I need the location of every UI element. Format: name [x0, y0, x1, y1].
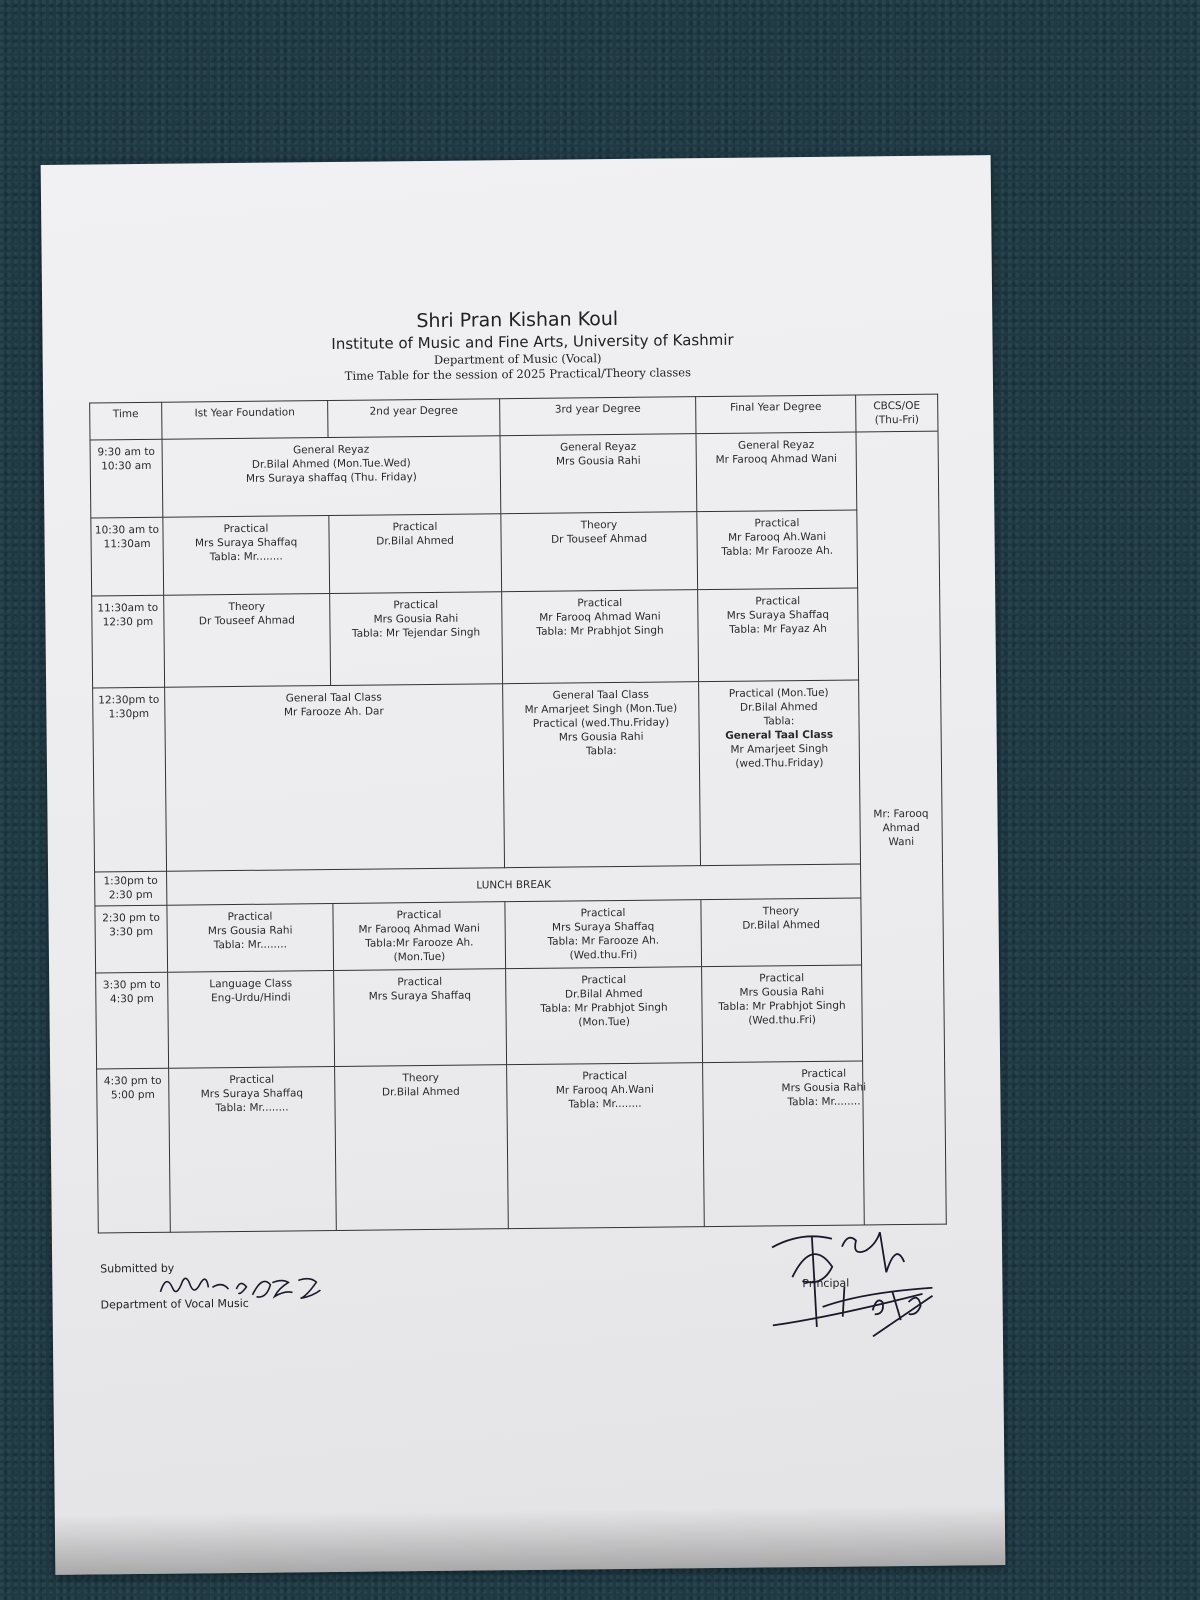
time-cell: 10:30 am to 11:30am: [91, 517, 164, 596]
submitter-signature: [152, 1260, 342, 1308]
schedule-cell: [698, 588, 859, 682]
cell-line: Tabla:: [763, 715, 795, 728]
schedule-cell: [702, 965, 863, 1063]
cell-line: (Wed.thu.Fri): [748, 1013, 817, 1027]
cell-line: General Taal Class: [552, 688, 649, 702]
principal-label: Principal: [802, 1276, 850, 1291]
cell-line: Practical: [754, 517, 800, 530]
cell-line: Eng-Urdu/Hindi: [211, 991, 291, 1005]
schedule-cell: [330, 592, 503, 686]
cell-line: Practical: [392, 520, 438, 534]
schedule-cell: [502, 590, 699, 684]
cell-line: Tabla: Mr........: [209, 550, 283, 564]
cell-line: Practical (Mon.Tue): [728, 686, 829, 700]
schedule-cell: [500, 434, 697, 514]
cell-line: Practical: [223, 522, 269, 536]
schedule-cell: [506, 967, 703, 1065]
cell-line: Practical: [397, 975, 443, 989]
institution-name: Shri Pran Kishan Koul: [416, 307, 619, 333]
time-cell: 1:30pm to 2:30 pm: [95, 871, 167, 906]
cell-line: Practical: [755, 595, 801, 608]
department-title: Department of Music (Vocal): [433, 351, 602, 367]
schedule-cell: [501, 512, 698, 592]
schedule-cell: [168, 970, 335, 1068]
cell-line: Mr Farooq Ah.Wani: [555, 1083, 654, 1097]
cell-line: Ahmad: [882, 821, 920, 835]
cell-line: Mr Farooze Ah. Dar: [283, 705, 384, 719]
cell-line: Mrs Suraya Shaffaq: [368, 989, 472, 1003]
time-cell: 9:30 am to 10:30 am: [90, 439, 163, 518]
cell-line: Practical: [580, 906, 626, 920]
schedule-cell: [703, 1060, 947, 1227]
cell-line: Practical: [227, 910, 273, 924]
document-header: [42, 303, 993, 387]
cell-line: Tabla: Mr........: [568, 1097, 642, 1111]
time-cell: 4:30 pm to 5:00 pm: [97, 1068, 171, 1233]
column-header: Time: [90, 402, 162, 440]
cell-line: Tabla: Mr Farooze Ah.: [547, 934, 660, 948]
time-cell: 3:30 pm to 4:30 pm: [96, 972, 169, 1069]
cell-line: Wani: [888, 835, 915, 849]
cell-line: Mrs Gousia Rahi: [555, 454, 641, 468]
cell-line: Tabla: Mr Tejendar Singh: [351, 626, 481, 640]
schedule-cell: [162, 436, 501, 518]
cell-line: Practical (wed.Thu.Friday): [532, 716, 670, 730]
cell-line: Tabla: Mr........: [215, 1101, 289, 1115]
cell-line: Language Class: [209, 977, 293, 991]
cell-line: Theory: [228, 600, 266, 614]
submitted-by-label: Submitted by: [100, 1261, 175, 1276]
cell-line: Tabla:Mr Farooze Ah.: [365, 936, 474, 950]
time-cell: 12:30pm to 1:30pm: [93, 687, 167, 872]
column-header: 2nd year Degree: [328, 399, 500, 438]
timetable-sheet: [41, 155, 1006, 1575]
department-label: Department of Vocal Music: [100, 1296, 249, 1312]
cell-line: Mrs Suraya Shaffaq: [194, 536, 298, 550]
cell-line: Tabla: Mr Fayaz Ah: [729, 622, 827, 636]
cell-line: (wed.Thu.Friday): [735, 756, 824, 770]
schedule-cell: [165, 684, 505, 872]
cell-line: Mrs Gousia Rahi: [373, 612, 459, 626]
cell-line: (Mon.Tue): [578, 1015, 631, 1029]
schedule-cell: [334, 969, 507, 1067]
table-row: [93, 679, 943, 872]
cell-line: Theory: [580, 518, 618, 532]
cell-line: Practical: [577, 596, 623, 610]
cell-line: Tabla: Mr Prabhjot Singh: [536, 624, 664, 638]
cell-line: General Reyaz: [559, 440, 637, 454]
schedule-cell: [505, 900, 702, 969]
cell-line: Mrs Gousia Rahi: [739, 985, 825, 999]
schedule-cell: [169, 1066, 337, 1232]
cell-line: General Reyaz: [737, 438, 815, 452]
column-header: CBCS/OE (Thu-Fri): [856, 394, 938, 432]
table-row: [95, 897, 944, 973]
table-row: [96, 964, 945, 1069]
session-title: Time Table for the session of 2025 Practical/Theory classes: [344, 365, 692, 383]
cell-line: Practical: [759, 972, 805, 985]
cell-line: Tabla:: [585, 745, 617, 758]
cell-line: Mrs Suraya Shaffaq: [551, 920, 655, 934]
cell-line: Dr.Bilal Ahmed: [739, 700, 818, 714]
institute-title: Institute of Music and Fine Arts, University of Kashmir: [331, 330, 734, 353]
cell-line: Mr Farooq Ahmad Wani: [358, 922, 480, 936]
cell-line: Tabla: Mr........: [787, 1095, 861, 1109]
cell-line: Tabla: Mr........: [213, 938, 287, 952]
time-cell: 2:30 pm to 3:30 pm: [95, 905, 168, 973]
schedule-cell: [701, 898, 862, 967]
cell-line: Mr Amarjeet Singh: [730, 742, 829, 756]
cell-line: (Wed.thu.Fri): [569, 948, 638, 962]
time-cell: 11:30am to 12:30 pm: [92, 595, 165, 688]
cell-line: Practical: [801, 1067, 847, 1081]
schedule-cell: [697, 510, 858, 590]
cell-line: Theory: [762, 905, 800, 918]
cell-line: Dr.Bilal Ahmed: [381, 1085, 460, 1099]
cell-line: Mr Farooq Ahmad Wani: [539, 610, 661, 624]
cell-line: Mrs Suraya Shaffaq: [726, 608, 830, 622]
cell-line: (Mon.Tue): [393, 950, 446, 964]
cell-line: Mr Farooq Ahmad Wani: [715, 452, 838, 466]
principal-signature: [752, 1206, 953, 1348]
cell-line: Mrs Suraya shaffaq (Thu. Friday): [245, 471, 417, 485]
cell-line: Practical: [582, 1069, 628, 1083]
schedule-cell: [507, 1063, 705, 1229]
column-header: Ist Year Foundation: [162, 401, 328, 440]
cell-line: Mrs Gousia Rahi: [781, 1081, 867, 1095]
cell-line: Practical: [581, 973, 627, 987]
schedule-cell: [329, 514, 502, 594]
cell-line: Theory: [402, 1071, 440, 1085]
cell-line: Mrs Gousia Rahi: [558, 730, 644, 744]
cell-line: Dr.Bilal Ahmed: [564, 987, 643, 1001]
cell-line: Practical: [229, 1073, 275, 1087]
column-header: Final Year Degree: [696, 395, 856, 434]
schedule-cell: [333, 902, 506, 971]
cell-line: Dr Touseef Ahmad: [551, 532, 648, 546]
cell-line: General Taal Class: [725, 728, 834, 742]
cell-line: Tabla: Mr Prabhjot Singh: [540, 1001, 668, 1015]
cell-line: Mr: Farooq: [873, 807, 929, 821]
schedule-cell: [699, 680, 861, 866]
schedule-cell: [167, 903, 334, 972]
schedule-cell: [335, 1065, 509, 1231]
schedule-cell: [503, 682, 701, 868]
cell-line: Dr.Bilal Ahmed: [742, 918, 821, 932]
timetable: [89, 394, 947, 1234]
cell-line: Practical: [396, 908, 442, 922]
cell-line: Mr Amarjeet Singh (Mon.Tue): [524, 702, 678, 716]
cell-line: Mrs Suraya Shaffaq: [200, 1087, 304, 1101]
cell-line: General Taal Class: [285, 691, 382, 705]
schedule-cell: [164, 594, 331, 688]
cell-line: General Reyaz: [292, 443, 370, 457]
cell-line: Tabla: Mr Prabhjot Singh: [718, 999, 846, 1013]
lunch-break-cell: LUNCH BREAK: [167, 864, 861, 905]
table-row: [92, 587, 941, 688]
table-row: [90, 431, 939, 518]
cell-line: Dr.Bilal Ahmed (Mon.Tue.Wed): [251, 457, 411, 471]
scan-shadow: [55, 1505, 1006, 1575]
cell-line: Dr Touseef Ahmad: [198, 614, 296, 628]
cell-line: Practical: [393, 598, 439, 612]
schedule-cell: [696, 432, 857, 512]
cell-line: Tabla: Mr Farooze Ah.: [721, 544, 834, 558]
cell-line: Mrs Gousia Rahi: [207, 924, 293, 938]
cell-line: Dr.Bilal Ahmed: [376, 534, 455, 548]
schedule-cell: [163, 516, 330, 596]
column-header: 3rd year Degree: [500, 397, 696, 436]
cell-line: Mr Farooq Ah.Wani: [727, 530, 827, 544]
table-row: [91, 509, 940, 596]
